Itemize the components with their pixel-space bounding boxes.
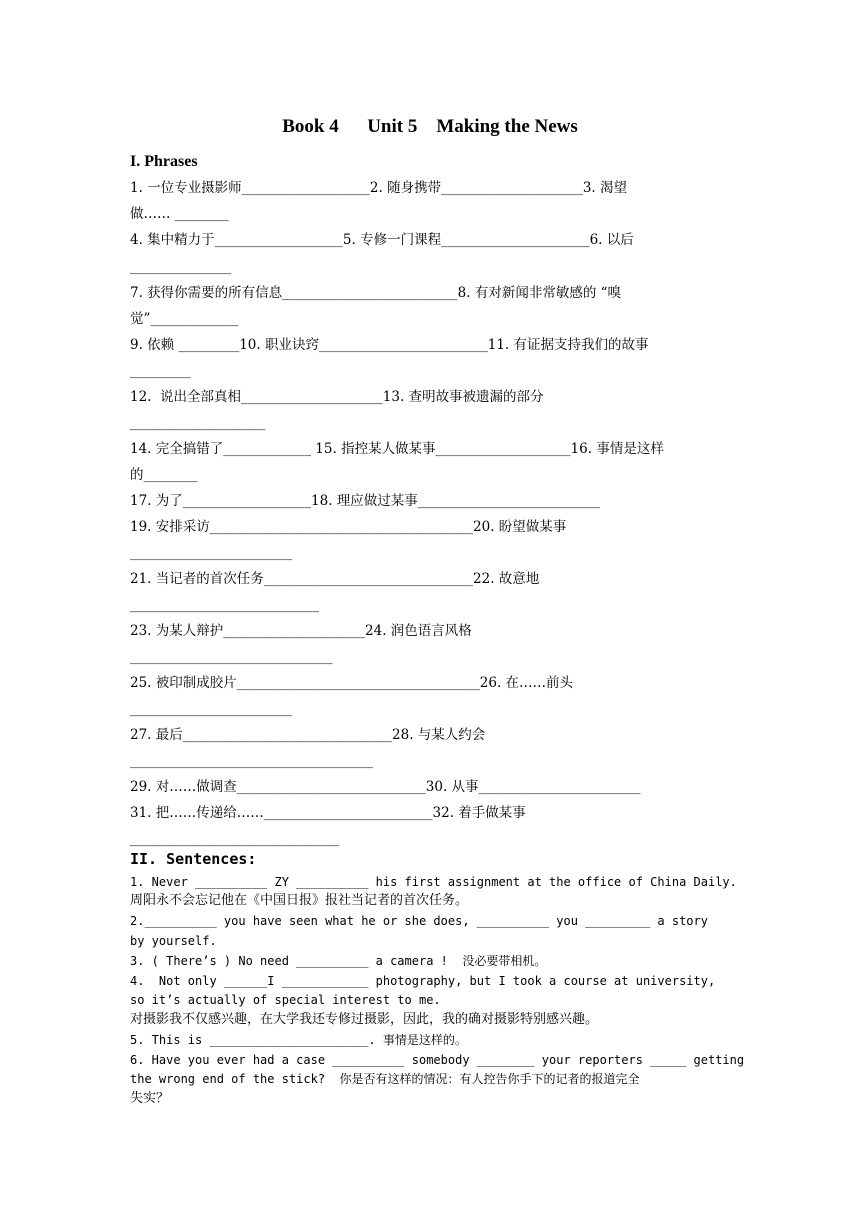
phrase-line: 7. 获得你需要的所有信息__________________________8. 有对新闻非常敏感的 “嗅 [130,285,622,301]
phrase-line: 做…… ________ [130,206,229,222]
sentence-line: 1. Never __________ ZY __________ his first assignment at the office of China Daily. [130,875,737,889]
page-title: Book 4 Unit 5 Making the News [282,116,578,137]
sentence-line: 6. Have you ever had a case __________ somebody ________ your reporters _____ getting [130,1053,745,1067]
phrase-line: ________________________ [130,701,292,717]
sentence-line: 5. This is ______________________. 事情是这样的。 [130,1033,467,1047]
sentence-line: the wrong end of the stick? 你是否有这样的情况：有人控告你手下的记者的报道完全 [130,1072,640,1086]
phrase-line: 31. 把……传递给……_________________________32. 着手做某事 [130,805,526,821]
phrase-line: 17. 为了___________________18. 理应做过某事___________________________ [130,493,601,509]
sentence-line: so it’s actually of special interest to me. [130,993,441,1007]
phrase-line: 1. 一位专业摄影师___________________2. 随身携带_____________________3. 渴望 [130,180,628,196]
phrase-line: _______________________________ [130,831,340,847]
phrase-line: ____________________________________ [130,753,373,769]
phrase-line: 9. 依赖 _________10. 职业诀窍_________________________11. 有证据支持我们的故事 [130,337,649,353]
phrase-line: ____________________ [130,415,265,431]
phrase-line: 19. 安排采访_______________________________________20. 盼望做某事 [130,519,567,535]
sentence-line: 2.__________ you have seen what he or she does, __________ you _________ a story [130,914,708,928]
sentence-line: 失实？ [130,1091,170,1106]
phrase-line: 觉”_____________ [130,311,239,327]
section-heading-phrases: I. Phrases [130,153,198,170]
phrase-line: 29. 对……做调查____________________________30. 从事________________________ [130,779,641,795]
phrase-line: 25. 被印制成胶片____________________________________26. 在……前头 [130,675,574,691]
sentence-line: 对摄影我不仅感兴趣，在大学我还专修过摄影，因此，我的确对摄影特别感兴趣。 [130,1012,599,1027]
phrase-line: 12. 说出全部真相_____________________13. 查明故事被遗漏的部分 [130,389,544,405]
sentence-line: 4. Not only ______I ____________ photography, but I took a course at university, [130,974,716,988]
phrase-line: ________________________ [130,545,292,561]
phrase-line: ______________________________ [130,649,333,665]
phrase-line: _________ [130,363,191,379]
phrase-line: ____________________________ [130,597,319,613]
sentence-line: 3. ( There’s ) No need __________ a camera ! 没必要带相机。 [130,954,547,968]
phrase-line: 4. 集中精力于___________________5. 专修一门课程______________________6. 以后 [130,232,634,248]
sentence-line: 周阳永不会忘记他在《中国日报》报社当记者的首次任务。 [130,893,469,908]
phrase-line: 23. 为某人辩护_____________________24. 润色语言风格 [130,623,472,639]
phrase-line: 的________ [130,467,198,483]
phrase-line: _______________ [130,259,232,275]
sentence-line: by yourself. [130,934,217,948]
phrase-line: 14. 完全搞错了_____________ 15. 指控某人做某事____________________16. 事情是这样 [130,441,664,457]
phrase-line: 21. 当记者的首次任务_______________________________22. 故意地 [130,571,540,587]
phrase-line: 27. 最后_______________________________28. 与某人约会 [130,727,486,743]
section-heading-sentences: II. Sentences: [130,850,257,868]
